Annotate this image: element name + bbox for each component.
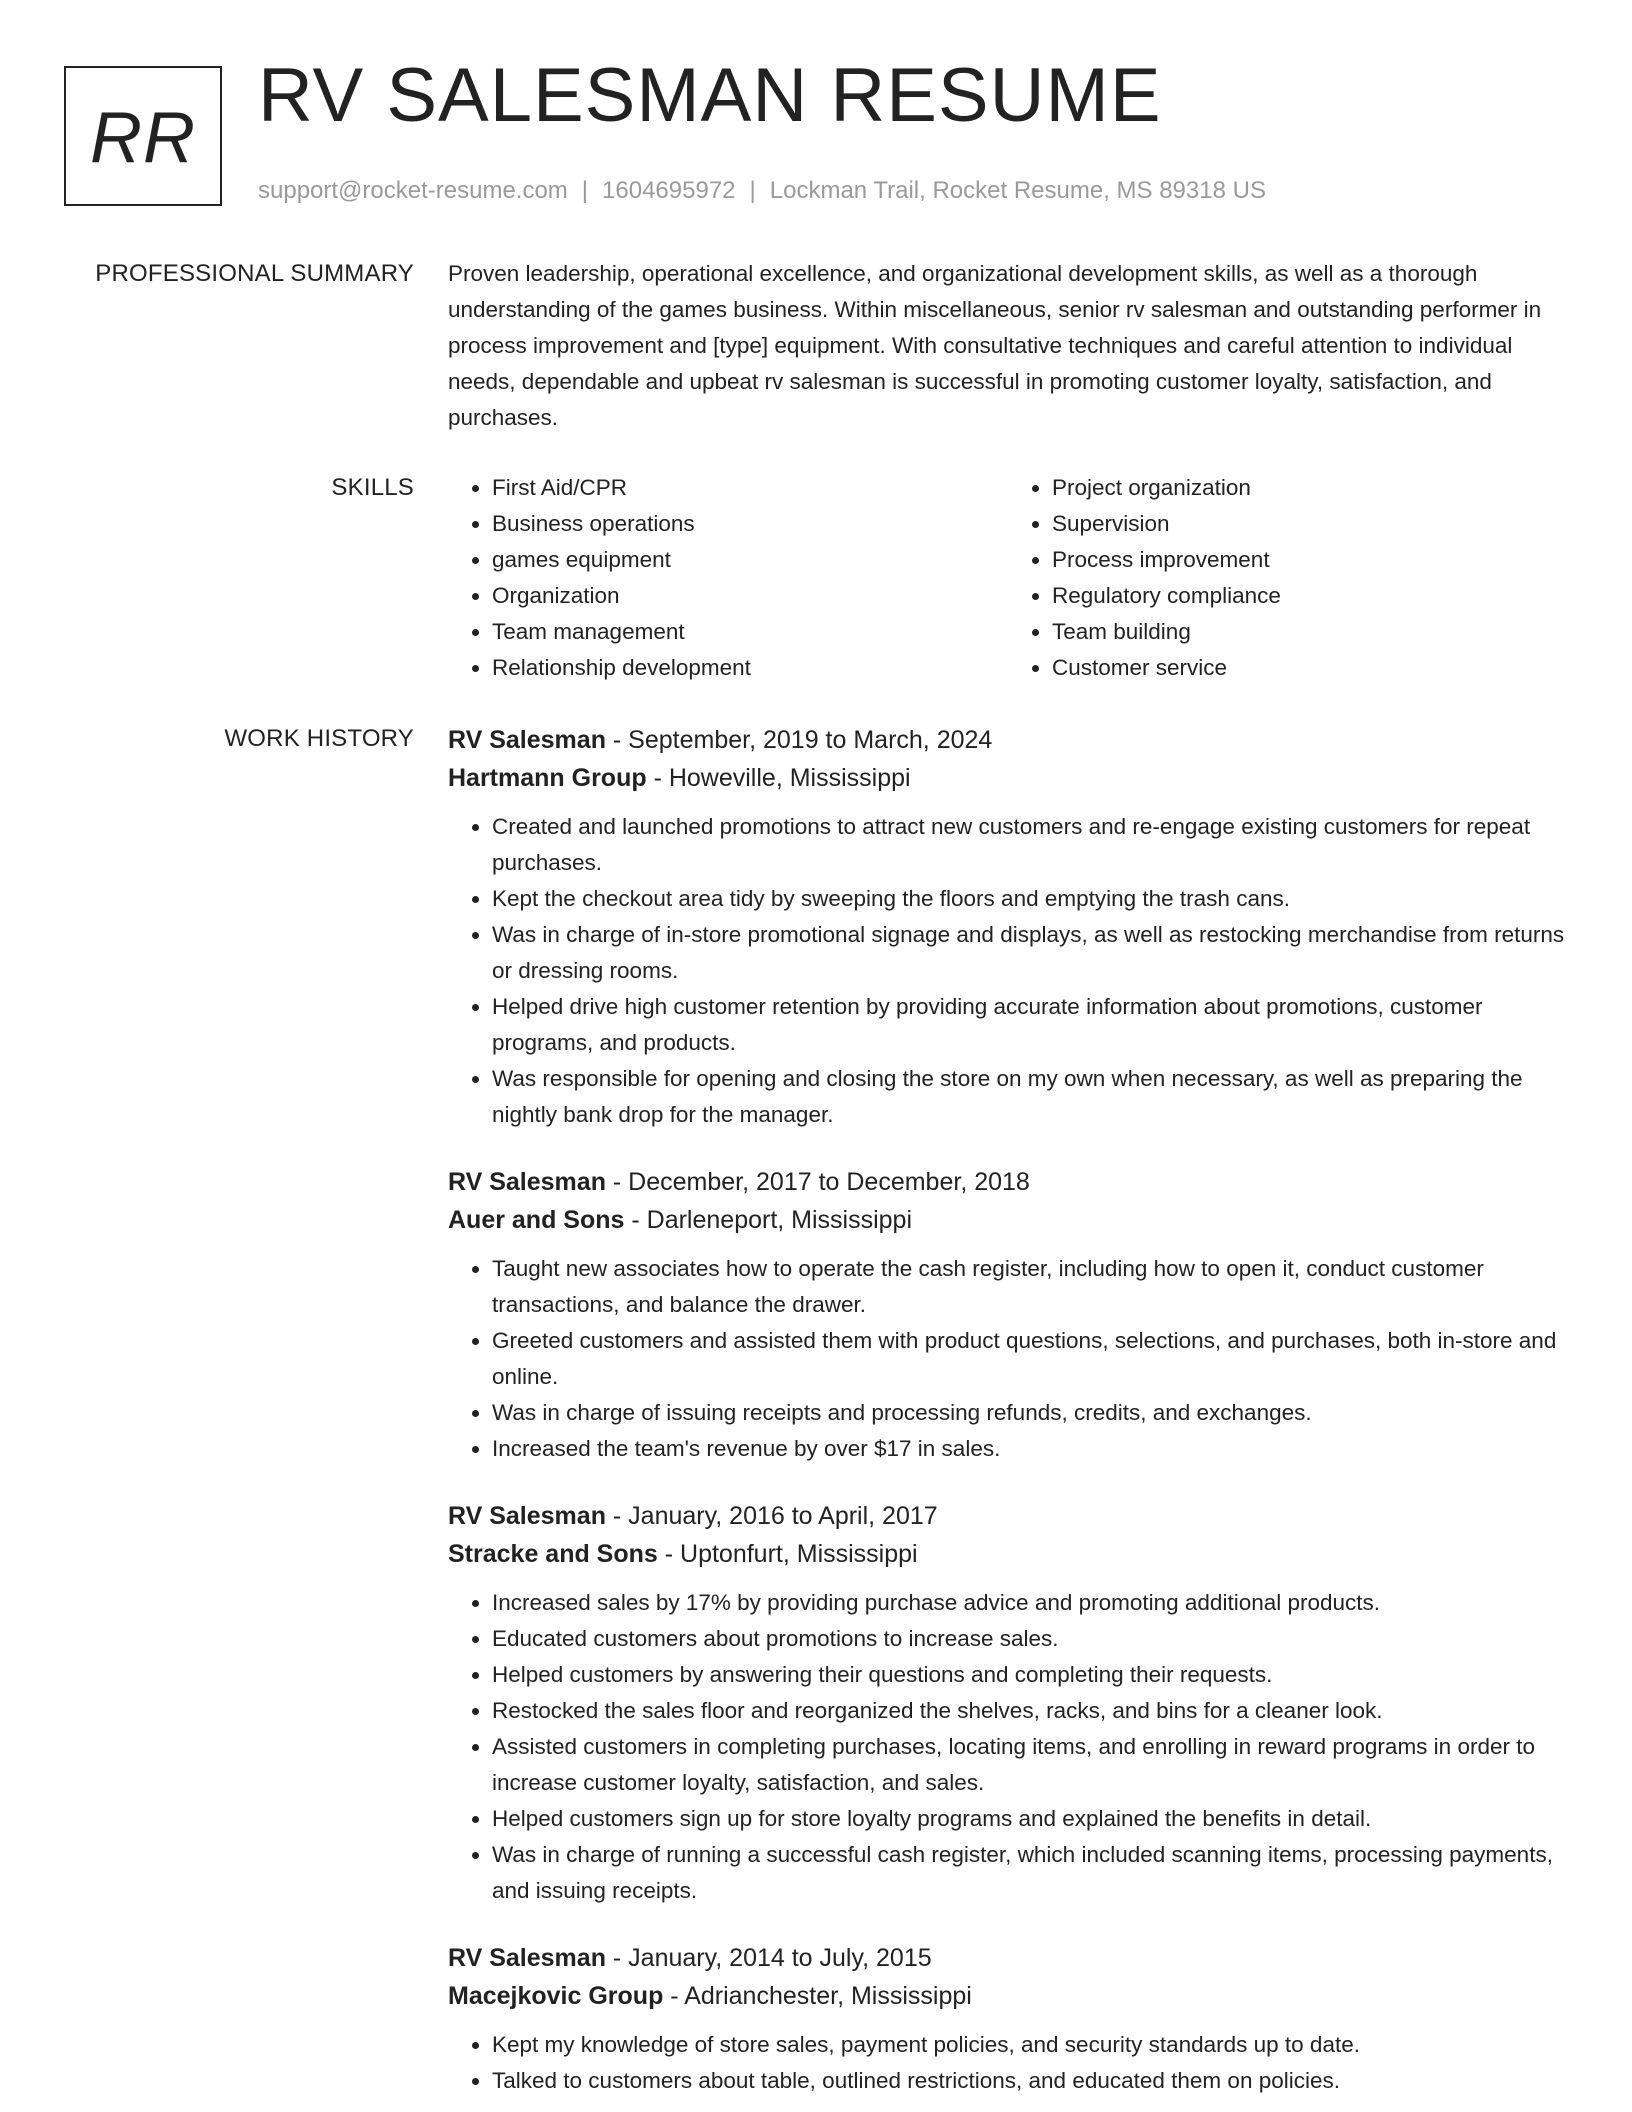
job-title: RV Salesman — [448, 1168, 606, 1196]
job-bullet: • Was responsible for opening and closing the store on my own when necessary, as well as preparing the nightly bank drop for the manager. — [492, 1061, 1568, 1133]
job-company-line — [448, 1201, 1568, 1239]
job-location: - Uptonfurt, Mississippi — [657, 1540, 918, 1568]
contact-separator: | — [581, 177, 589, 204]
job-company: Stracke and Sons — [448, 1540, 658, 1568]
contact-line — [258, 176, 1266, 206]
job-bullet: • Created and launched promotions to attract new customers and re-engage existing customers for repeat purchases. — [492, 809, 1568, 881]
job-company: Auer and Sons — [448, 1206, 625, 1234]
job-company: Hartmann Group — [448, 764, 647, 792]
skill-item: • Supervision — [1052, 506, 1568, 542]
skill-item: • Team building — [1052, 614, 1568, 650]
job-bullet: • Was in charge of issuing receipts and processing refunds, credits, and exchanges. — [492, 1395, 1568, 1431]
skill-item: • Team management — [492, 614, 1008, 650]
job-dates: - September, 2019 to March, 2024 — [605, 726, 993, 754]
skills-heading: SKILLS — [331, 474, 414, 501]
job-bullet: • Helped drive high customer retention by providing accurate information about promotions, customer programs, and products. — [492, 989, 1568, 1061]
job-entry — [448, 721, 1568, 1133]
job-dates: - December, 2017 to December, 2018 — [605, 1168, 1030, 1196]
job-bullet: • Was in charge of running a successful cash register, which included scanning items, processing payments, and issuing receipts. — [492, 1837, 1568, 1909]
skill-item: • Organization — [492, 578, 1008, 614]
job-bullet: • Helped customers sign up for store loyalty programs and explained the benefits in detail. — [492, 1801, 1568, 1837]
job-bullet: • Kept the checkout area tidy by sweeping the floors and emptying the trash cans. — [492, 881, 1568, 917]
job-dates: - January, 2016 to April, 2017 — [605, 1502, 938, 1530]
job-bullet: • Increased the team's revenue by over $17 in sales. — [492, 1431, 1568, 1467]
job-title-line — [448, 1163, 1568, 1201]
contact-separator: | — [749, 177, 756, 204]
job-location: - Howeville, Mississippi — [646, 764, 911, 792]
skill-item: • Business operations — [492, 506, 1008, 542]
contact-phone: 1604695972 — [602, 177, 736, 204]
job-bullet: • Kept my knowledge of store sales, payment policies, and security standards up to date. — [492, 2027, 1568, 2063]
skill-item: • First Aid/CPR — [492, 470, 1008, 506]
job-title-line — [448, 1497, 1568, 1535]
skill-item: • Project organization — [1052, 470, 1568, 506]
job-entry — [448, 1497, 1568, 1909]
work-history-heading: WORK HISTORY — [224, 725, 414, 752]
job-bullet: • Talked to customers about table, outlined restrictions, and educated them on policies. — [492, 2063, 1568, 2099]
contact-email: support@rocket-resume.com — [258, 177, 568, 204]
skill-item: • Customer service — [1052, 650, 1568, 686]
job-bullet-list — [448, 2027, 1568, 2099]
job-company-line — [448, 1977, 1568, 2015]
job-bullet-list — [448, 809, 1568, 1133]
resume-title: RV SALESMAN RESUME — [258, 53, 1162, 138]
job-company-line — [448, 1535, 1568, 1573]
job-bullet: • Helped customers by answering their questions and completing their requests. — [492, 1657, 1568, 1693]
monogram-initials: RR — [90, 98, 196, 178]
summary-heading: PROFESSIONAL SUMMARY — [95, 260, 414, 287]
job-title-line — [448, 721, 1568, 759]
skill-item: • Process improvement — [1052, 542, 1568, 578]
skills-list-left — [448, 470, 1008, 686]
job-company: Macejkovic Group — [448, 1982, 664, 2010]
job-bullet: • Taught new associates how to operate the cash register, including how to open it, conduct customer transactions, and balance the drawer. — [492, 1251, 1568, 1323]
job-bullet-list — [448, 1585, 1568, 1909]
job-bullet: • Restocked the sales floor and reorganized the shelves, racks, and bins for a cleaner look. — [492, 1693, 1568, 1729]
skill-item: • games equipment — [492, 542, 1008, 578]
job-entry — [448, 1939, 1568, 2099]
job-dates: - January, 2014 to July, 2015 — [605, 1944, 932, 1972]
job-title-line — [448, 1939, 1568, 1977]
job-bullet: • Was in charge of in-store promotional signage and displays, as well as restocking merchandise from returns or dressing rooms. — [492, 917, 1568, 989]
summary-text: Proven leadership, operational excellence, and organizational development skills, as well as a thorough understanding of the games business. Within miscellaneous, senior rv salesman and outstanding performer in process improvement and [type] equipment. With consultative techniques and careful attention to individual needs, dependable and upbeat rv salesman is successful in promoting customer loyalty, satisfaction, and purchases. — [448, 261, 1542, 430]
job-bullet: • Greeted customers and assisted them with product questions, selections, and purchases, both in-store and online. — [492, 1323, 1568, 1395]
job-location: - Adrianchester, Mississippi — [663, 1982, 972, 2010]
skill-item: • Regulatory compliance — [1052, 578, 1568, 614]
job-bullet: • Increased sales by 17% by providing purchase advice and promoting additional products. — [492, 1585, 1568, 1621]
job-bullet: • Assisted customers in completing purchases, locating items, and enrolling in reward programs in order to increase customer loyalty, satisfaction, and sales. — [492, 1729, 1568, 1801]
monogram-box — [64, 66, 222, 206]
job-location: - Darleneport, Mississippi — [624, 1206, 913, 1234]
job-title: RV Salesman — [448, 1502, 606, 1530]
job-bullet: • Educated customers about promotions to increase sales. — [492, 1621, 1568, 1657]
contact-address: Lockman Trail, Rocket Resume, MS 89318 US — [769, 177, 1266, 204]
job-bullet-list — [448, 1251, 1568, 1467]
job-title: RV Salesman — [448, 1944, 606, 1972]
job-entry — [448, 1163, 1568, 1467]
skill-item: • Relationship development — [492, 650, 1008, 686]
job-company-line — [448, 759, 1568, 797]
skills-list-right — [1008, 470, 1568, 686]
job-title: RV Salesman — [448, 726, 606, 754]
